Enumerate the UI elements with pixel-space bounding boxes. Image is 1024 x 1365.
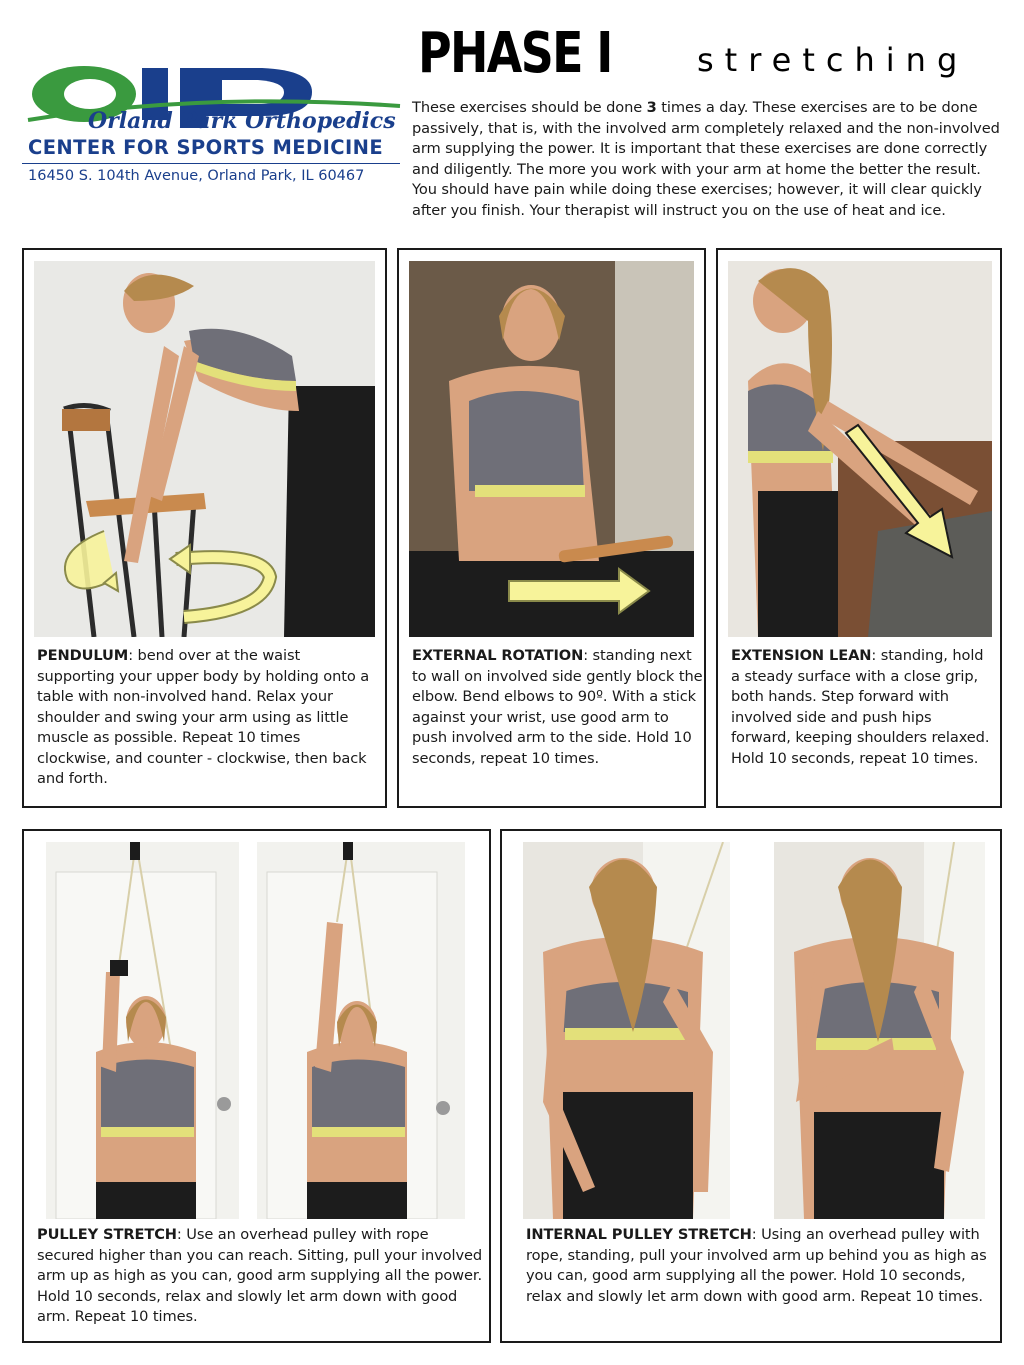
pulley-stretch-caption (37, 1225, 487, 1328)
pulley-stretch-photo-start (46, 842, 239, 1219)
exercise-instructions: : Use an overhead pulley with rope secured higher than you can reach. Sitting, pull your involved arm up as high as you can, good arm supplying all the power. Hold 10 seconds, relax and slowly let arm down with good arm. Repeat 10 times. (37, 1226, 483, 1325)
exercise-name: INTERNAL PULLEY STRETCH (526, 1226, 752, 1243)
logo-address: 16450 S. 104th Avenue, Orland Park, IL 60467 (28, 168, 365, 184)
exercise-panel-external-rotation (397, 248, 706, 808)
exercise-panel-pendulum (22, 248, 387, 808)
exercise-instructions: : Using an overhead pulley with rope, standing, pull your involved arm up behind you as high as you can, good arm supplying all the power. Hold 10 seconds, relax and slowly let arm down with good arm. Repeat 10 times. (526, 1226, 987, 1305)
internal-pulley-stretch-caption (526, 1225, 996, 1307)
exercise-panel-extension-lean (716, 248, 1002, 808)
intro-count: 3 (646, 99, 657, 116)
logo-script-text: Orland Park Orthopedics (88, 108, 396, 134)
extension-lean-photo (728, 261, 992, 637)
external-rotation-photo (409, 261, 694, 637)
pendulum-photo (34, 261, 375, 637)
intro-text-start: These exercises should be done (412, 99, 647, 116)
oip-logo-mark (22, 62, 402, 142)
exercise-instructions: : standing next to wall on involved side gently block the elbow. Bend elbows to 90º. With a stick against your wrist, use good arm to push involved arm to the side. Hold 10 seconds, repeat 10 times. (412, 647, 703, 767)
intro-text-rest: times a day. These exercises are to be done passively, that is, with the involved arm completely relaxed and the non-involved arm supplying the power. It is important that these exercises are done correctly and diligently. The more you work with your arm at home the better the result. You should have pain while doing these exercises; however, it will clear quickly after you finish. Your therapist will instruct you on the use of heat and ice. (412, 99, 1000, 219)
logo-divider (22, 163, 400, 164)
pulley-stretch-photo-end (257, 842, 465, 1219)
exercise-name: EXTERNAL ROTATION (412, 647, 584, 664)
exercise-panel-pulley-stretch (22, 829, 491, 1343)
intro-paragraph (412, 98, 1008, 221)
page-subtitle: stretching (697, 41, 969, 79)
exercise-name: PENDULUM (37, 647, 129, 664)
exercise-name: PULLEY STRETCH (37, 1226, 177, 1243)
exercise-instructions: : bend over at the waist supporting your upper body by holding onto a table with non-involved hand. Relax your shoulder and swing your arm using as little muscle as possible. Repeat 10 times clockwise, and counter - clockwise, then back and forth. (37, 647, 370, 787)
page-title: PHASE I (418, 21, 612, 86)
extension-lean-caption (731, 646, 993, 769)
clinic-logo (22, 62, 402, 192)
pendulum-caption (37, 646, 377, 790)
exercise-name: EXTENSION LEAN (731, 647, 872, 664)
exercise-instructions: : standing, hold a steady surface with a close grip, both hands. Step forward with involved side and push hips forward, keeping shoulders relaxed. Hold 10 seconds, repeat 10 times. (731, 647, 990, 767)
internal-pulley-photo-start (523, 842, 730, 1219)
internal-pulley-photo-end (774, 842, 985, 1219)
external-rotation-caption (412, 646, 704, 769)
logo-center-name: CENTER FOR SPORTS MEDICINE (28, 136, 384, 159)
exercise-panel-internal-pulley-stretch (500, 829, 1002, 1343)
